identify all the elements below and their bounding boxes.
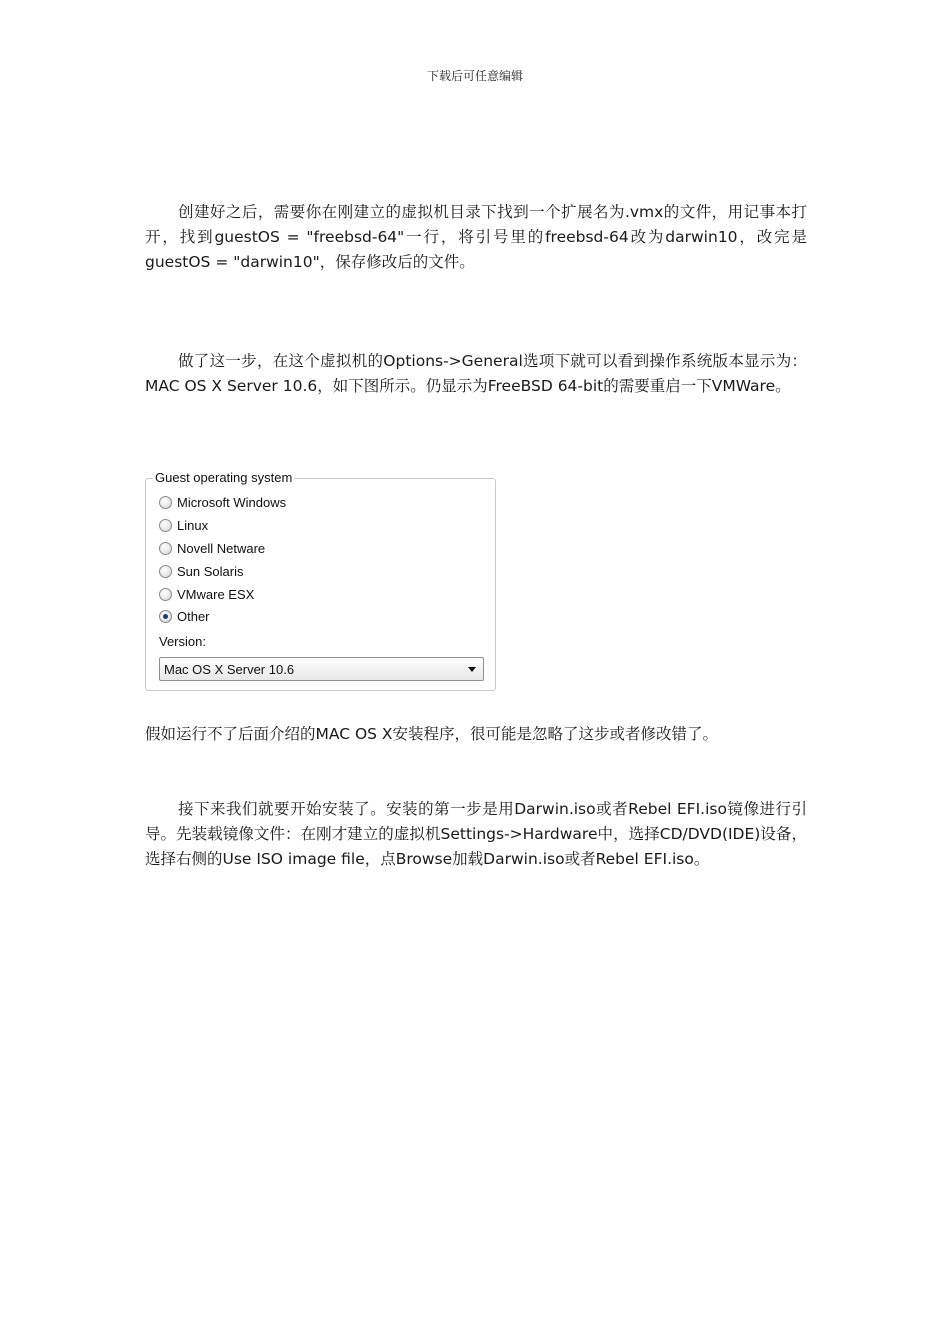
guest-os-groupbox <box>145 470 496 691</box>
radio-button[interactable] <box>159 542 172 555</box>
radio-label: Microsoft Windows <box>177 494 287 510</box>
radio-button-selected[interactable] <box>159 610 172 623</box>
radio-button[interactable] <box>159 519 172 532</box>
radio-label: Other <box>177 608 210 624</box>
paragraph-options-general: 做了这一步，在这个虚拟机的Options->General选项下就可以看到操作系统版本显示为：MAC OS X Server 10.6，如下图所示。仍显示为FreeBSD 64-bit的需要重启一下VMWare。 <box>145 352 807 395</box>
paragraph-vmx-edit: 创建好之后，需要你在刚建立的虚拟机目录下找到一个扩展名为.vmx的文件，用记事本打开，找到guestOS = "freebsd-64"一行，将引号里的freebsd-64改为darwin10，改完是guestOS = "darwin10"，保存修改后的文件。 <box>145 203 807 271</box>
radio-button[interactable] <box>159 565 172 578</box>
version-dropdown-value: Mac OS X Server 10.6 <box>164 661 295 677</box>
radio-novell-netware[interactable] <box>159 539 265 557</box>
radio-label: Novell Netware <box>177 540 266 556</box>
chevron-down-icon[interactable] <box>468 667 476 672</box>
radio-button[interactable] <box>159 588 172 601</box>
radio-label: Linux <box>177 517 209 533</box>
radio-linux[interactable] <box>159 516 208 534</box>
radio-button[interactable] <box>159 496 172 509</box>
radio-other[interactable] <box>159 607 210 625</box>
radio-vmware-esx[interactable] <box>159 585 254 603</box>
paragraph-install-steps: 接下来我们就要开始安装了。安装的第一步是用Darwin.iso或者Rebel EFI.iso镜像进行引导。先装载镜像文件：在刚才建立的虚拟机Settings->Hardware中，选择CD/DVD(IDE)设备，选择右侧的Use ISO image file，点Browse加载Darwin.iso或者Rebel EFI.iso。 <box>145 800 807 868</box>
radio-microsoft-windows[interactable] <box>159 493 286 511</box>
radio-label: Sun Solaris <box>177 563 244 579</box>
version-label: Version: <box>159 634 206 649</box>
radio-sun-solaris[interactable] <box>159 562 243 580</box>
paragraph-warning: 假如运行不了后面介绍的MAC OS X安装程序，很可能是忽略了这步或者修改错了。 <box>145 725 719 743</box>
page-header: 下载后可任意编辑 <box>426 69 523 83</box>
guest-os-legend: Guest operating system <box>155 470 293 485</box>
radio-label: VMware ESX <box>177 586 255 602</box>
version-dropdown[interactable] <box>159 657 484 681</box>
